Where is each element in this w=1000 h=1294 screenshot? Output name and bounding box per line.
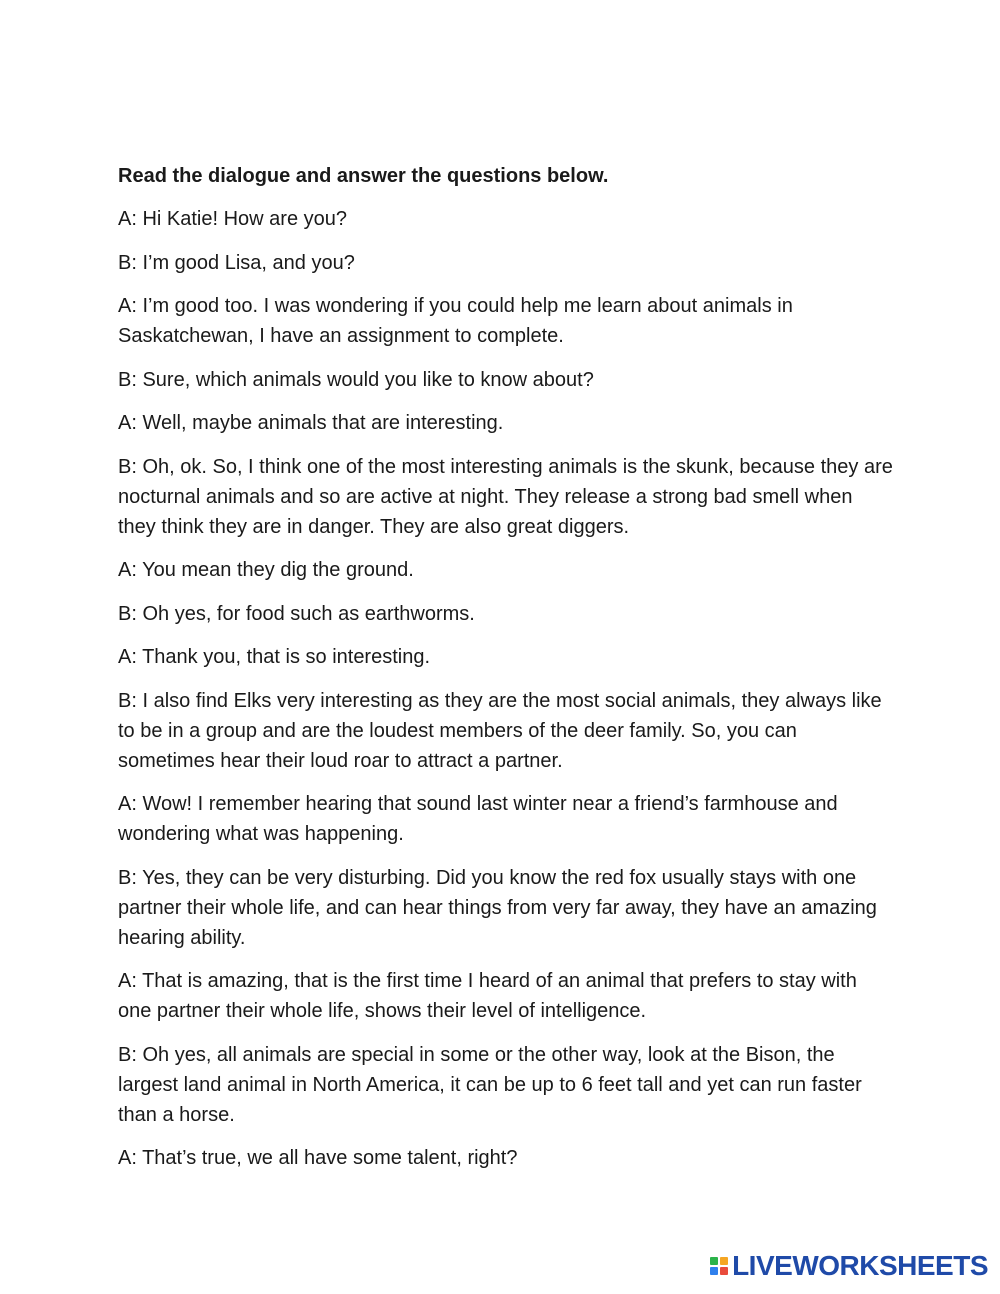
dialogue-line: A: Hi Katie! How are you? — [118, 208, 347, 230]
dialogue-line: A: Wow! I remember hearing that sound last winter near a friend’s farmhouse and wondering what was happening. — [118, 793, 838, 845]
dialogue-line: A: That is amazing, that is the first time I heard of an animal that prefers to stay with one partner their whole life, shows their level of intelligence. — [118, 970, 857, 1022]
dialogue-line: A: I’m good too. I was wondering if you could help me learn about animals in Saskatchewan, I have an assignment to complete. — [118, 295, 793, 347]
worksheet-body — [118, 161, 893, 1187]
logo-square-icon — [720, 1257, 728, 1265]
liveworksheets-logo[interactable] — [710, 1252, 988, 1280]
dialogue-line: B: Yes, they can be very disturbing. Did you know the red fox usually stays with one partner their whole life, and can hear things from very far away, they have an amazing hearing ability. — [118, 866, 877, 949]
dialogue-line: B: Oh yes, all animals are special in some or the other way, look at the Bison, the largest land animal in North America, it can be up to 6 feet tall and yet can run faster than a horse. — [118, 1043, 862, 1126]
dialogue-line: B: Sure, which animals would you like to know about? — [118, 368, 594, 391]
logo-square-icon — [720, 1267, 728, 1275]
logo-square-icon — [710, 1257, 718, 1265]
dialogue-line: B: I’m good Lisa, and you? — [118, 251, 355, 274]
dialogue-line: B: Oh yes, for food such as earthworms. — [118, 602, 475, 625]
liveworksheets-wordmark: LIVEWORKSHEETS — [732, 1250, 988, 1281]
dialogue-line: B: I also find Elks very interesting as they are the most social animals, they always like to be in a group and are the loudest members of the deer family. So, you can sometimes hear their loud roar to attract a partner. — [118, 689, 882, 772]
logo-square-icon — [710, 1267, 718, 1275]
dialogue-line: A: Thank you, that is so interesting. — [118, 646, 431, 668]
instructions-heading: Read the dialogue and answer the questions below. — [118, 165, 609, 187]
liveworksheets-logo-icon — [710, 1257, 728, 1275]
dialogue-line: A: You mean they dig the ground. — [118, 559, 414, 581]
dialogue-line: B: Oh, ok. So, I think one of the most interesting animals is the skunk, because they are nocturnal animals and so are active at night. They release a strong bad smell when they think they are in danger. They are also great diggers. — [118, 455, 893, 538]
dialogue-line: A: Well, maybe animals that are interesting. — [118, 412, 504, 434]
dialogue-line: A: That’s true, we all have some talent, right? — [118, 1147, 518, 1169]
